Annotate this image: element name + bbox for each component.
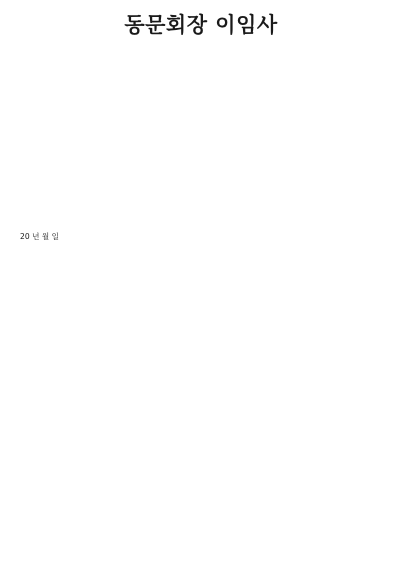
paragraph-directory — [20, 126, 382, 138]
date-line: 20 년 월 일 — [20, 231, 59, 241]
paragraph-pledge-second — [20, 96, 382, 108]
paragraph-pledge-third — [20, 114, 382, 126]
document-body — [20, 34, 382, 243]
paragraph-pledge-first — [20, 65, 382, 77]
closing-line-1 — [20, 192, 382, 204]
paragraph-results — [20, 139, 382, 151]
document-title: 동문회장 이임사 — [124, 13, 278, 37]
paragraph-successor — [20, 164, 382, 176]
closing-block — [20, 192, 382, 217]
paragraph-pledge-intro — [20, 52, 382, 64]
paragraph-pledge-first-detail — [20, 77, 382, 89]
paragraph-thanks — [20, 151, 382, 163]
closing-line-2 — [20, 204, 382, 216]
